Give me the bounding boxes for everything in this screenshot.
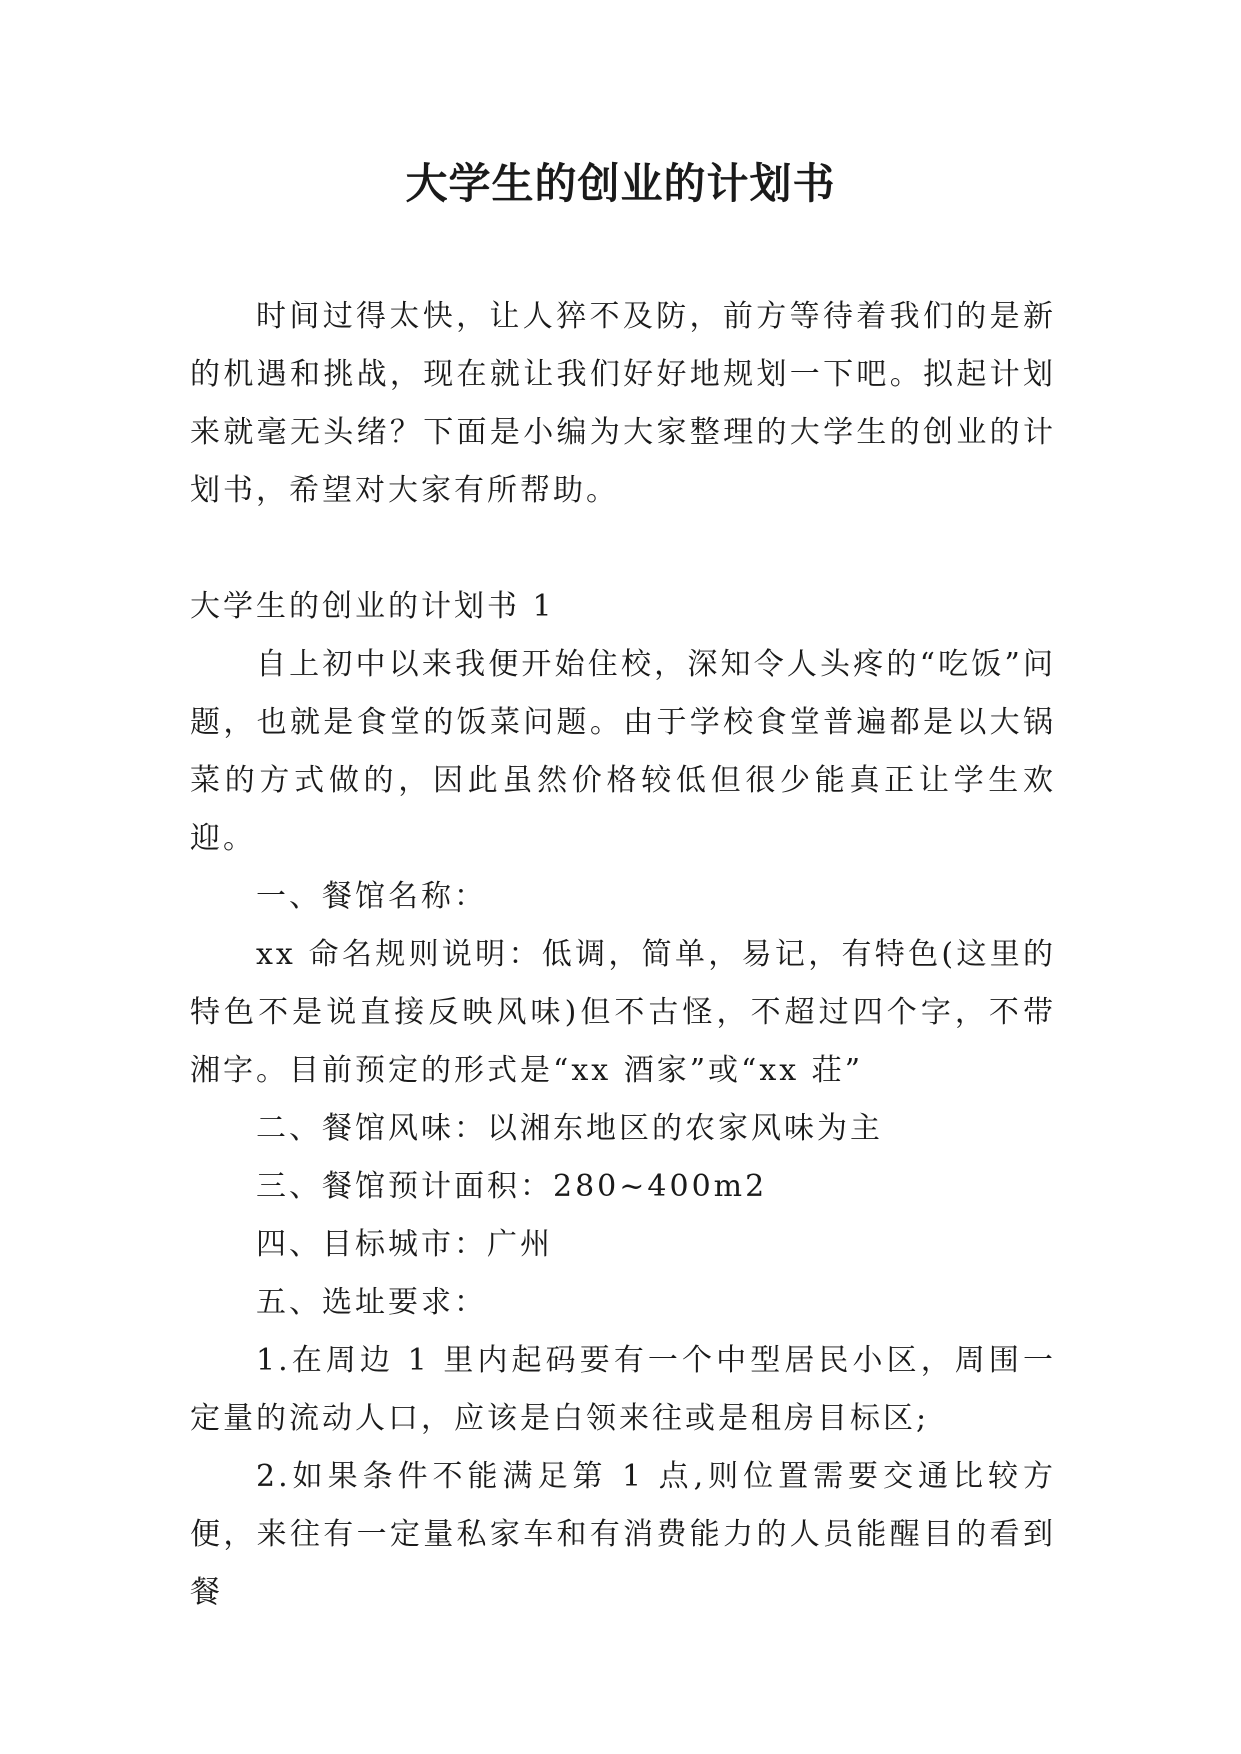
body-paragraph: 二、餐馆风味：以湘东地区的农家风味为主 xyxy=(256,1111,883,1146)
body-paragraph: 三、餐馆预计面积：280~400m2 xyxy=(256,1169,768,1204)
section-heading: 大学生的创业的计划书 1 xyxy=(190,589,555,624)
body-paragraph: xx 命名规则说明：低调，简单，易记，有特色(这里的特色不是说直接反映风味)但不古怪，不超过四个字，不带湘字。目前预定的形式是“xx 酒家”或“xx 荘” xyxy=(190,937,1056,1088)
body-paragraph: 自上初中以来我便开始住校，深知令人头疼的“吃饭”问题，也就是食堂的饭菜问题。由于学校食堂普遍都是以大锅菜的方式做的，因此虽然价格较低但很少能真正让学生欢迎。 xyxy=(190,647,1056,856)
document-title: 大学生的创业的计划书 xyxy=(405,159,836,208)
document-body xyxy=(190,288,1056,1622)
body-paragraph: 五、选址要求： xyxy=(256,1285,487,1320)
body-paragraph: 四、目标城市：广州 xyxy=(256,1227,553,1262)
body-paragraph: 2.如果条件不能满足第 1 点,则位置需要交通比较方便，来往有一定量私家车和有消费能力的人员能醒目的看到餐 xyxy=(190,1459,1056,1610)
body-paragraph: 一、餐馆名称： xyxy=(256,879,487,914)
intro-paragraph: 时间过得太快，让人猝不及防，前方等待着我们的是新的机遇和挑战，现在就让我们好好地规划一下吧。拟起计划来就毫无头绪？下面是小编为大家整理的大学生的创业的计划书，希望对大家有所帮助。 xyxy=(190,299,1056,508)
body-paragraph: 1.在周边 1 里内起码要有一个中型居民小区，周围一定量的流动人口，应该是白领来往或是租房目标区; xyxy=(190,1343,1056,1436)
